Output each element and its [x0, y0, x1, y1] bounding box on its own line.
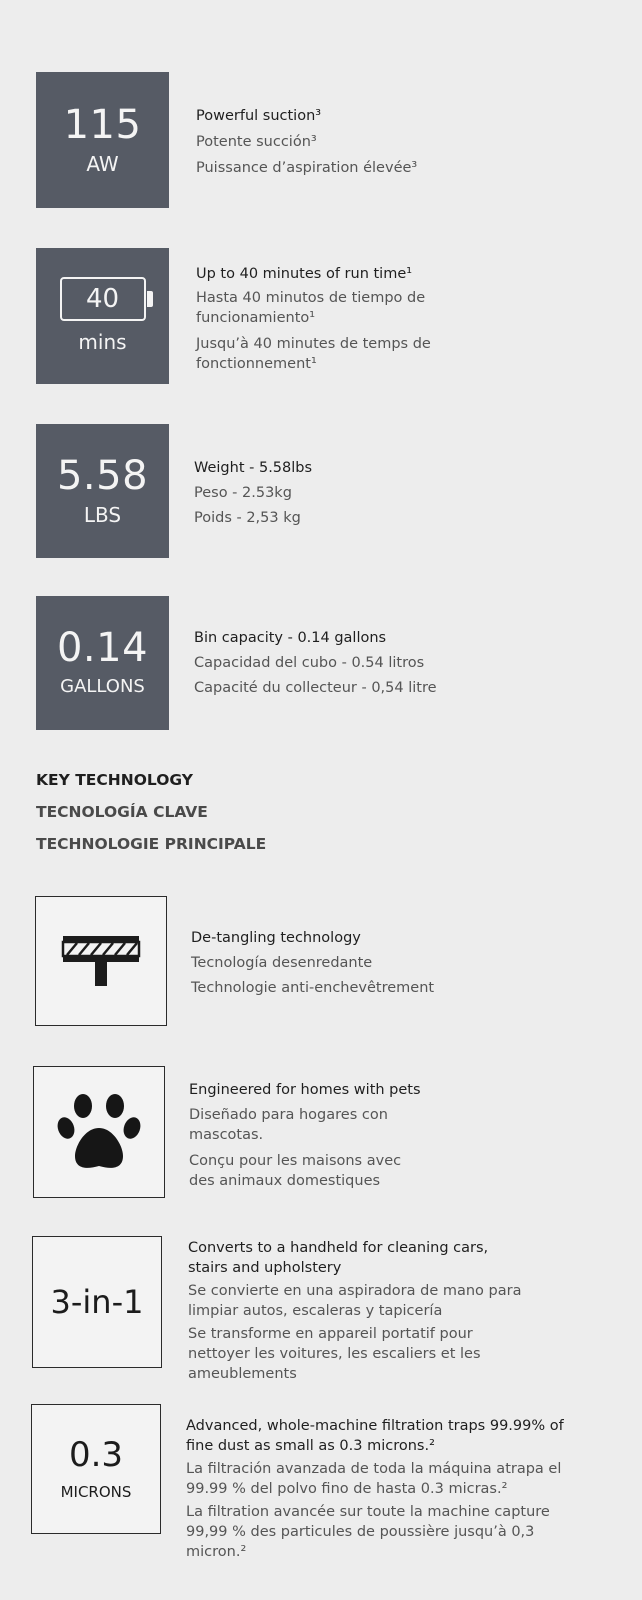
suction-en: Powerful suction³ — [196, 108, 322, 124]
bin-badge — [36, 596, 169, 730]
detangling-badge — [35, 896, 167, 1026]
bin-value: 0.14 — [56, 625, 149, 671]
runtime-fr: Jusqu’à 40 minutes de temps de fonctionnement¹ — [196, 336, 431, 372]
microns-text — [186, 1416, 586, 1562]
weight-unit: LBS — [83, 503, 122, 527]
detangling-en: De-tangling technology — [191, 930, 361, 946]
microns-badge — [31, 1404, 161, 1534]
weight-text — [194, 458, 614, 528]
microns-es: La filtración avanzada de toda la máquina atrapa el 99.99 % del polvo fino de hasta 0.3 micras.² — [186, 1461, 562, 1497]
detangling-fr: Technologie anti-enchevêtrement — [191, 980, 435, 996]
heading-en: KEY TECHNOLOGY — [36, 771, 193, 789]
microns-fr: La filtration avancée sur toute la machine capture 99,99 % des particules de poussière jusqu’à 0,3 micron.² — [186, 1504, 550, 1560]
runtime-es: Hasta 40 minutos de tiempo de funcionamiento¹ — [196, 290, 426, 326]
key-technology-heading — [36, 764, 266, 860]
three-in-one-label: 3-in-1 — [50, 1283, 144, 1321]
weight-value: 5.58 — [56, 453, 149, 499]
pets-fr: Conçu pour les maisons avec des animaux domestiques — [189, 1153, 402, 1189]
weight-badge — [36, 424, 169, 558]
heading-es: TECNOLOGÍA CLAVE — [36, 803, 208, 821]
bin-text — [194, 628, 614, 698]
three-in-one-fr: Se transforme en appareil portatif pour nettoyer les voitures, les escaliers et les ameublements — [188, 1326, 481, 1382]
three-in-one-es: Se convierte en una aspiradora de mano para limpiar autos, escaleras y tapicería — [188, 1283, 522, 1319]
runtime-en: Up to 40 minutes of run time¹ — [196, 266, 413, 282]
pets-es: Diseñado para hogares con mascotas. — [189, 1107, 388, 1143]
battery-icon — [60, 277, 146, 321]
suction-badge — [36, 72, 169, 208]
microns-value: 0.3 — [68, 1435, 124, 1475]
suction-value: 115 — [63, 102, 142, 148]
detangling-text — [191, 928, 611, 998]
weight-en: Weight - 5.58lbs — [194, 460, 313, 476]
microns-en: Advanced, whole-machine filtration traps 99.99% of fine dust as small as 0.3 microns.² — [186, 1418, 564, 1454]
weight-fr: Poids - 2,53 kg — [194, 510, 301, 526]
pets-badge — [33, 1066, 165, 1198]
bin-unit: GALLONS — [60, 676, 145, 697]
bin-en: Bin capacity - 0.14 gallons — [194, 630, 387, 646]
three-in-one-text — [188, 1238, 568, 1384]
runtime-unit: mins — [78, 330, 127, 354]
three-in-one-en: Converts to a handheld for cleaning cars, stairs and upholstery — [188, 1240, 489, 1276]
three-in-one-badge — [32, 1236, 162, 1368]
runtime-value: 40 — [85, 284, 120, 314]
microns-unit: MICRONS — [60, 1483, 132, 1501]
suction-text — [196, 106, 616, 178]
paw-icon — [55, 1090, 143, 1174]
weight-es: Peso - 2.53kg — [194, 485, 292, 501]
pets-en: Engineered for homes with pets — [189, 1082, 421, 1098]
heading-fr: TECHNOLOGIE PRINCIPALE — [36, 835, 267, 853]
runtime-badge — [36, 248, 169, 384]
suction-es: Potente succión³ — [196, 134, 317, 150]
brush-head-icon — [59, 926, 143, 996]
bin-es: Capacidad del cubo - 0.54 litros — [194, 655, 425, 671]
runtime-text — [196, 264, 446, 374]
suction-unit: AW — [86, 152, 119, 176]
suction-fr: Puissance d’aspiration élevée³ — [196, 160, 418, 176]
pets-text — [189, 1080, 419, 1191]
bin-fr: Capacité du collecteur - 0,54 litre — [194, 680, 437, 696]
detangling-es: Tecnología desenredante — [191, 955, 373, 971]
